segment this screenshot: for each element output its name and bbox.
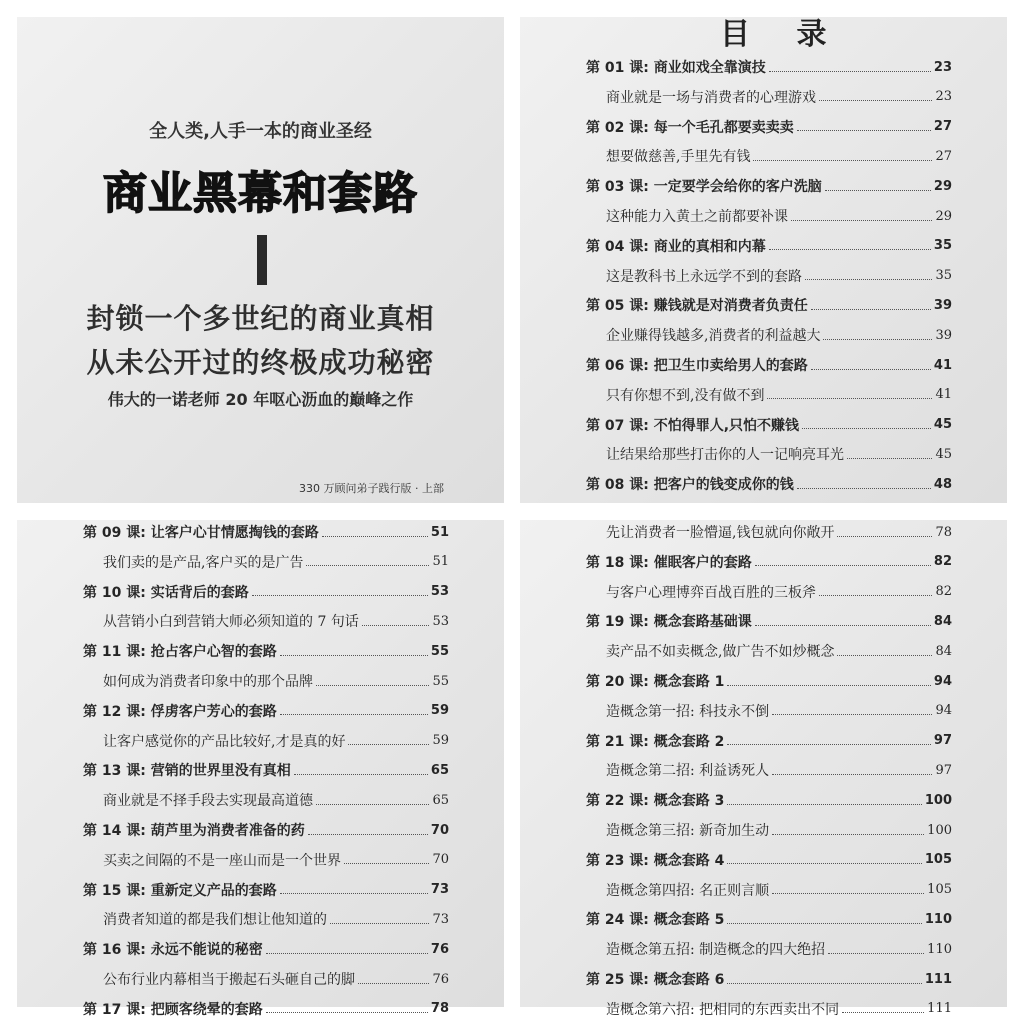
toc-lesson-row [586, 967, 952, 991]
toc-page-number: 70 [432, 852, 449, 868]
toc-leader-dots [797, 488, 931, 489]
toc-entry-title: 卖产品不如卖概念,做广告不如炒概念 [606, 644, 835, 661]
toc-entry-title: 从营销小白到营销大师必须知道的 7 句话 [103, 614, 359, 631]
toc-lesson-row [83, 520, 449, 544]
toc-page-number: 100 [927, 822, 952, 838]
cover-title: 商业黑幕和套路 [103, 168, 418, 219]
toc-leader-dots [294, 774, 428, 775]
toc-page-number: 23 [935, 89, 952, 105]
toc-page-number: 70 [430, 822, 449, 838]
toc-leader-dots [727, 983, 922, 984]
toc-page-number: 35 [935, 268, 952, 284]
toc-lesson-row [83, 878, 449, 902]
toc-leader-dots [769, 71, 931, 72]
toc-subtitle-row [103, 550, 449, 574]
toc-subtitle-row [103, 967, 449, 991]
toc-subtitle-row [606, 383, 952, 407]
toc-entry-title: 企业赚得钱越多,消费者的利益越大 [606, 328, 821, 345]
toc-lesson-row [586, 55, 952, 79]
toc-subtitle-row [606, 144, 952, 168]
toc-page-number: 59 [430, 703, 449, 719]
toc-leader-dots [306, 565, 429, 566]
toc-lesson-row [83, 758, 449, 782]
toc-panel-1 [520, 17, 1007, 503]
toc-subtitle-row [103, 907, 449, 931]
toc-entry-title: 第 21 课: 概念套路 2 [586, 733, 725, 750]
toc-entry-title: 第 01 课: 商业如戏全靠演技 [586, 60, 766, 76]
toc-page-number: 55 [430, 643, 449, 659]
toc-leader-dots [280, 655, 428, 656]
toc-leader-dots [348, 744, 429, 745]
toc-page-number: 45 [933, 417, 952, 433]
toc-entry-title: 造概念第三招: 新奇加生动 [606, 823, 770, 839]
toc-entry-title: 与客户心理博弈百战百胜的三板斧 [606, 584, 816, 601]
toc-subtitle-row [606, 758, 952, 782]
toc-subtitle-row [103, 609, 449, 633]
toc-page-number: 82 [935, 584, 952, 600]
toc-entry-title: 第 11 课: 抢占客户心智的套路 [83, 644, 277, 661]
toc-entry-title: 第 08 课: 把客户的钱变成你的钱 [586, 477, 794, 494]
toc-entry-title: 第 23 课: 概念套路 4 [586, 852, 725, 869]
toc-entry-title: 我们卖的是产品,客户买的是广告 [103, 554, 304, 571]
toc-page-number: 29 [935, 208, 952, 224]
toc-page-number: 105 [927, 882, 952, 898]
toc-leader-dots [811, 309, 931, 310]
book-cover-panel [17, 17, 504, 503]
cover-volume-mark [257, 235, 267, 285]
toc-leader-dots [727, 685, 931, 686]
toc-subtitle-row [103, 848, 449, 872]
toc-entry-title: 第 02 课: 每一个毛孔都要卖卖卖 [586, 119, 794, 136]
toc-lesson-row [83, 997, 449, 1021]
toc-page-number: 29 [933, 178, 952, 194]
toc-page-number: 41 [935, 387, 952, 403]
toc-leader-dots [330, 923, 429, 924]
toc-leader-dots [791, 220, 932, 221]
toc-leader-dots [344, 863, 429, 864]
toc-leader-dots [280, 893, 428, 894]
toc-leader-dots [322, 536, 428, 537]
toc-subtitle-row [606, 878, 952, 902]
toc-page-number: 76 [432, 971, 449, 987]
toc-lesson-row [586, 729, 952, 753]
toc-entry-title: 造概念第五招: 制造概念的四大绝招 [606, 942, 826, 959]
toc-lesson-row [586, 413, 952, 437]
toc-leader-dots [772, 714, 932, 715]
toc-leader-dots [755, 625, 931, 626]
cover-subtitle-1: 封锁一个多世纪的商业真相 [86, 302, 435, 335]
toc-entry-title: 公布行业内幕相当于搬起石头砸自己的脚 [103, 972, 355, 988]
toc-leader-dots [802, 428, 931, 429]
toc-entry-title: 消费者知道的都是我们想让他知道的 [103, 912, 327, 929]
toc-entry-title: 第 03 课: 一定要学会给你的客户洗脑 [586, 179, 822, 196]
toc-subtitle-row [606, 442, 952, 466]
toc-leader-dots [727, 744, 931, 745]
toc-leader-dots [280, 714, 428, 715]
toc-page-number: 55 [432, 673, 449, 689]
toc-entry-title: 想要做慈善,手里先有钱 [606, 149, 751, 166]
toc-lesson-row [586, 472, 952, 496]
toc-entry-title: 第 25 课: 概念套路 6 [586, 972, 725, 988]
toc-entry-title: 第 13 课: 营销的世界里没有真相 [83, 763, 291, 780]
toc-lesson-row [586, 293, 952, 317]
toc-page-number: 23 [933, 59, 952, 75]
toc-subtitle-row [103, 729, 449, 753]
toc-leader-dots [767, 398, 932, 399]
cover-edition: 330 万顾问弟子践行版 · 上部 [299, 482, 444, 495]
toc-page-number: 27 [933, 119, 952, 135]
toc-subtitle-row [103, 669, 449, 693]
toc-lesson-row [586, 609, 952, 633]
toc-entry-title: 第 07 课: 不怕得罪人,只怕不赚钱 [586, 417, 800, 434]
toc-entry-title: 让客户感觉你的产品比较好,才是真的好 [103, 733, 346, 750]
toc-leader-dots [727, 863, 922, 864]
toc-entry-title: 第 10 课: 实话背后的套路 [83, 584, 249, 601]
toc-page-number: 53 [430, 584, 449, 600]
toc-entry-title: 造概念第一招: 科技永不倒 [606, 703, 770, 720]
toc-page-number: 51 [432, 554, 449, 570]
toc-entry-title: 第 19 课: 概念套路基础课 [586, 614, 752, 631]
toc-leader-dots [362, 625, 430, 626]
toc-lesson-row [586, 848, 952, 872]
toc-entry-title: 第 06 课: 把卫生巾卖给男人的套路 [586, 358, 808, 374]
toc-page-number: 111 [924, 971, 952, 987]
toc-lesson-row [586, 669, 952, 693]
toc-leader-dots [805, 279, 932, 280]
toc-entry-title: 第 20 课: 概念套路 1 [586, 674, 725, 690]
toc-subtitle-row [606, 818, 952, 842]
toc-leader-dots [769, 249, 931, 250]
toc-page-number: 100 [924, 792, 952, 808]
toc-page-number: 105 [924, 852, 952, 868]
toc-leader-dots [811, 369, 931, 370]
cover-tagline: 全人类,人手一本的商业圣经 [149, 121, 372, 142]
toc-entry-title: 让结果给那些打击你的人一记响亮耳光 [606, 447, 844, 464]
toc-leader-dots [772, 893, 924, 894]
toc-leader-dots [252, 595, 428, 596]
toc-entry-title: 先让消费者一脸懵逼,钱包就向你敞开 [606, 525, 835, 541]
toc-lesson-row [586, 115, 952, 139]
toc-page-number: 76 [430, 941, 449, 957]
toc-page-number: 27 [935, 148, 952, 164]
cover-author-line: 伟大的一诺老师 20 年呕心沥血的巅峰之作 [107, 390, 414, 409]
toc-leader-dots [842, 1012, 924, 1013]
toc-lesson-row [586, 174, 952, 198]
toc-page-number: 111 [927, 1001, 952, 1017]
toc-page-number: 45 [935, 446, 952, 462]
toc-leader-dots [837, 536, 932, 537]
toc-leader-dots [266, 953, 428, 954]
toc-leader-dots [266, 1012, 428, 1013]
toc-leader-dots [772, 834, 924, 835]
toc-entry-title: 商业就是一场与消费者的心理游戏 [606, 89, 816, 106]
toc-page-number: 110 [927, 941, 952, 957]
toc-entry-title: 如何成为消费者印象中的那个品牌 [103, 674, 313, 690]
toc-subtitle-row [606, 264, 952, 288]
toc-lesson-row [83, 639, 449, 663]
toc-entry-title: 商业就是不择手段去实现最高道德 [103, 793, 313, 810]
toc-leader-dots [819, 100, 932, 101]
toc-page-number: 94 [933, 673, 952, 689]
toc-subtitle-row [606, 639, 952, 663]
toc-subtitle-row [606, 204, 952, 228]
toc-entry-title: 第 05 课: 赚钱就是对消费者负责任 [586, 298, 808, 315]
toc-leader-dots [825, 190, 931, 191]
toc-subtitle-row [606, 937, 952, 961]
toc-subtitle-row [606, 520, 952, 544]
toc-subtitle-row [606, 997, 952, 1021]
toc-entry-title: 买卖之间隔的不是一座山而是一个世界 [103, 852, 341, 869]
toc-entry-title: 第 12 课: 俘虏客户芳心的套路 [83, 703, 277, 720]
toc-subtitle-row [606, 699, 952, 723]
toc-entry-title: 只有你想不到,没有做不到 [606, 387, 765, 404]
toc-leader-dots [358, 983, 429, 984]
toc-leader-dots [753, 160, 932, 161]
toc-page-number: 65 [432, 792, 449, 808]
toc-entry-title: 第 22 课: 概念套路 3 [586, 793, 725, 810]
toc-entry-title: 造概念第二招: 利益诱死人 [606, 763, 770, 780]
toc-leader-dots [755, 565, 931, 566]
toc-entry-title: 这种能力入黄土之前都要补课 [606, 209, 788, 225]
toc-lesson-row [83, 580, 449, 604]
toc-subtitle-row [606, 85, 952, 109]
toc-entry-title: 造概念第六招: 把相同的东西卖出不同 [606, 1001, 840, 1018]
toc-entry-title: 第 16 课: 永远不能说的秘密 [83, 942, 263, 959]
toc-page-number: 84 [933, 613, 952, 629]
toc-lesson-row [586, 550, 952, 574]
toc-panel-2 [17, 520, 504, 1018]
toc-page-number: 84 [935, 643, 952, 659]
toc-leader-dots [316, 685, 429, 686]
toc-subtitle-row [606, 323, 952, 347]
toc-subtitle-row [103, 788, 449, 812]
toc-lesson-row [586, 234, 952, 258]
toc-leader-dots [847, 458, 932, 459]
toc-panel-3 [520, 520, 1007, 1018]
toc-leader-dots [828, 953, 924, 954]
toc-page-number: 65 [430, 762, 449, 778]
toc-page-number: 39 [933, 297, 952, 313]
toc-entry-title: 第 17 课: 把顾客绕晕的套路 [83, 1001, 263, 1018]
toc-page-number: 94 [935, 703, 952, 719]
toc-page-number: 73 [432, 911, 449, 927]
toc-entry-title: 第 04 课: 商业的真相和内幕 [586, 238, 766, 255]
toc-page-number: 110 [924, 911, 952, 927]
toc-entry-title: 第 14 课: 葫芦里为消费者准备的药 [83, 823, 305, 839]
toc-page-number: 39 [935, 327, 952, 343]
toc-heading: 目 录 [720, 17, 845, 52]
toc-lesson-row [83, 818, 449, 842]
toc-page-number: 35 [933, 238, 952, 254]
toc-page-number: 73 [430, 882, 449, 898]
toc-entry-title: 第 09 课: 让客户心甘情愿掏钱的套路 [83, 525, 319, 541]
toc-leader-dots [837, 655, 932, 656]
toc-leader-dots [316, 804, 429, 805]
toc-page-number: 59 [432, 733, 449, 749]
toc-lesson-row [83, 937, 449, 961]
toc-page-number: 53 [432, 613, 449, 629]
toc-leader-dots [819, 595, 932, 596]
toc-entry-title: 第 24 课: 概念套路 5 [586, 912, 725, 929]
toc-subtitle-row [606, 580, 952, 604]
toc-entry-title: 第 15 课: 重新定义产品的套路 [83, 882, 277, 899]
toc-page-number: 41 [933, 357, 952, 373]
toc-leader-dots [772, 774, 932, 775]
toc-leader-dots [823, 339, 932, 340]
toc-lesson-row [586, 353, 952, 377]
toc-entry-title: 造概念第四招: 名正则言顺 [606, 882, 770, 899]
toc-page-number: 82 [933, 554, 952, 570]
toc-page-number: 78 [430, 1001, 449, 1017]
toc-leader-dots [727, 804, 922, 805]
toc-leader-dots [797, 130, 931, 131]
cover-subtitle-2: 从未公开过的终极成功秘密 [86, 346, 435, 379]
toc-page-number: 78 [935, 524, 952, 540]
toc-entry-title: 这是教科书上永远学不到的套路 [606, 268, 802, 285]
toc-lesson-row [586, 788, 952, 812]
toc-page-number: 97 [933, 733, 952, 749]
toc-page-number: 48 [933, 476, 952, 492]
toc-page-number: 97 [935, 762, 952, 778]
toc-leader-dots [727, 923, 922, 924]
toc-lesson-row [83, 699, 449, 723]
toc-page-number: 51 [430, 524, 449, 540]
toc-leader-dots [308, 834, 428, 835]
toc-lesson-row [586, 907, 952, 931]
toc-entry-title: 第 18 课: 催眠客户的套路 [586, 554, 752, 571]
